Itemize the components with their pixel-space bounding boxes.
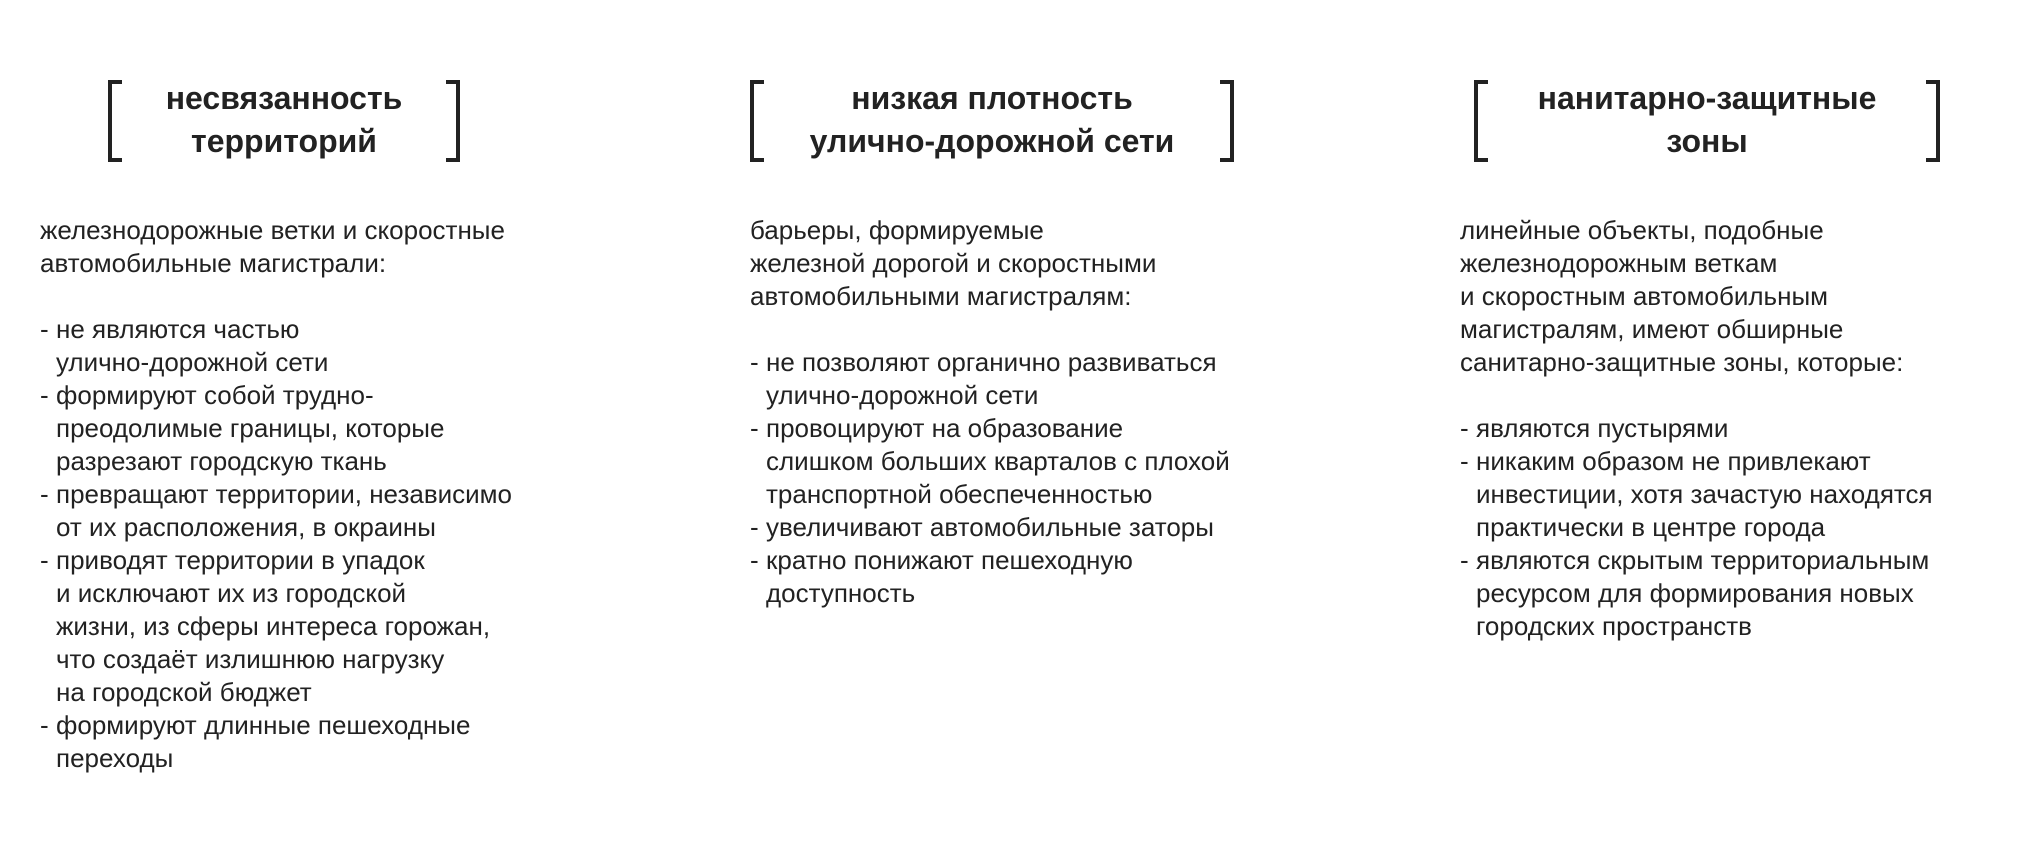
intro-line: и скоростным автомобильным <box>1460 281 1829 311</box>
bullet-line: превращают территории, независимо <box>56 479 513 509</box>
bullet-list <box>750 346 1350 610</box>
list-item <box>750 346 1350 412</box>
dash-marker: - <box>1460 413 1469 443</box>
heading-bracket-frame <box>750 80 1234 162</box>
intro-line: линейные объекты, подобные <box>1460 215 1824 245</box>
left-bracket-icon <box>1474 80 1488 162</box>
bullet-line: городских пространств <box>1476 611 1752 641</box>
spacer <box>750 313 1350 346</box>
intro-line: автомобильными магистралям: <box>750 281 1132 311</box>
bullet-line: кратно понижают пешеходную <box>766 545 1133 575</box>
heading-line: территорий <box>191 123 377 159</box>
bullet-line: формируют длинные пешеходные <box>56 710 471 740</box>
intro-line: магистралям, имеют обширные <box>1460 314 1844 344</box>
bullet-line: формируют собой трудно- <box>56 380 374 410</box>
intro-line: железнодорожным веткам <box>1460 248 1778 278</box>
bullet-list <box>1460 412 2044 643</box>
bullet-line: практически в центре города <box>1476 512 1826 542</box>
dash-marker: - <box>750 413 759 443</box>
list-item <box>1460 412 2044 445</box>
list-item <box>750 412 1350 511</box>
intro-line: автомобильные магистрали: <box>40 248 387 278</box>
bullet-line: переходы <box>56 743 174 773</box>
bullet-list <box>40 313 640 775</box>
bullet-line: являются пустырями <box>1476 413 1729 443</box>
column-body <box>40 214 640 775</box>
left-bracket-icon <box>108 80 122 162</box>
list-item <box>40 709 640 775</box>
dash-marker: - <box>40 380 49 410</box>
bullet-line: улично-дорожной сети <box>766 380 1039 410</box>
bullet-line: не позволяют органично развиваться <box>766 347 1217 377</box>
heading-line: несвязанность <box>165 80 403 116</box>
bullet-line: никаким образом не привлекают <box>1476 446 1871 476</box>
dash-marker: - <box>750 512 759 542</box>
dash-marker: - <box>750 347 759 377</box>
spacer <box>1460 379 2044 412</box>
bullet-line: ресурсом для формирования новых <box>1476 578 1914 608</box>
bullet-line: доступность <box>766 578 916 608</box>
bullet-line: на городской бюджет <box>56 677 312 707</box>
list-item <box>40 379 640 478</box>
intro-line: железнодорожные ветки и скоростные <box>40 215 505 245</box>
dash-marker: - <box>1460 545 1469 575</box>
dash-marker: - <box>40 710 49 740</box>
bullet-line: провоцируют на образование <box>766 413 1124 443</box>
bullet-line: инвестиции, хотя зачастую находятся <box>1476 479 1933 509</box>
intro-paragraph <box>750 214 1350 313</box>
intro-paragraph <box>40 214 640 280</box>
dash-marker: - <box>40 479 49 509</box>
heading-bracket-frame <box>108 80 460 162</box>
column-heading <box>1492 77 1922 163</box>
list-item <box>1460 445 2044 544</box>
right-bracket-icon <box>446 80 460 162</box>
bullet-line: увеличивают автомобильные заторы <box>766 512 1214 542</box>
spacer <box>40 280 640 313</box>
heading-bracket-frame <box>1474 80 1940 162</box>
dash-marker: - <box>40 545 49 575</box>
dash-marker: - <box>750 545 759 575</box>
dash-marker: - <box>40 314 49 344</box>
list-item <box>1460 544 2044 643</box>
bullet-line: приводят территории в упадок <box>56 545 425 575</box>
heading-line: низкая плотность <box>851 80 1133 116</box>
bullet-line: жизни, из сферы интереса горожан, <box>56 611 491 641</box>
bullet-line: транспортной обеспеченностью <box>766 479 1153 509</box>
bullet-line: от их расположения, в окраины <box>56 512 436 542</box>
bullet-line: разрезают городскую ткань <box>56 446 387 476</box>
bullet-line: преодолимые границы, которые <box>56 413 445 443</box>
column-heading <box>126 77 442 163</box>
column-body <box>1460 214 2044 643</box>
heading-line: улично-дорожной сети <box>809 123 1175 159</box>
heading-line: нанитарно-защитные <box>1537 80 1877 116</box>
bullet-line: слишком больших кварталов с плохой <box>766 446 1230 476</box>
list-item <box>40 313 640 379</box>
bullet-line: не являются частью <box>56 314 300 344</box>
bullet-line: что создаёт излишнюю нагрузку <box>56 644 445 674</box>
left-bracket-icon <box>750 80 764 162</box>
list-item <box>750 511 1350 544</box>
heading-line: зоны <box>1666 123 1748 159</box>
list-item <box>750 544 1350 610</box>
bullet-line: являются скрытым территориальным <box>1476 545 1930 575</box>
right-bracket-icon <box>1220 80 1234 162</box>
dash-marker: - <box>1460 446 1469 476</box>
column-heading <box>768 77 1216 163</box>
intro-line: санитарно-защитные зоны, которые: <box>1460 347 1904 377</box>
column-body <box>750 214 1350 610</box>
intro-paragraph <box>1460 214 2044 379</box>
list-item <box>40 544 640 709</box>
intro-line: барьеры, формируемые <box>750 215 1044 245</box>
right-bracket-icon <box>1926 80 1940 162</box>
bullet-line: улично-дорожной сети <box>56 347 329 377</box>
list-item <box>40 478 640 544</box>
intro-line: железной дорогой и скоростными <box>750 248 1157 278</box>
bullet-line: и исключают их из городской <box>56 578 407 608</box>
